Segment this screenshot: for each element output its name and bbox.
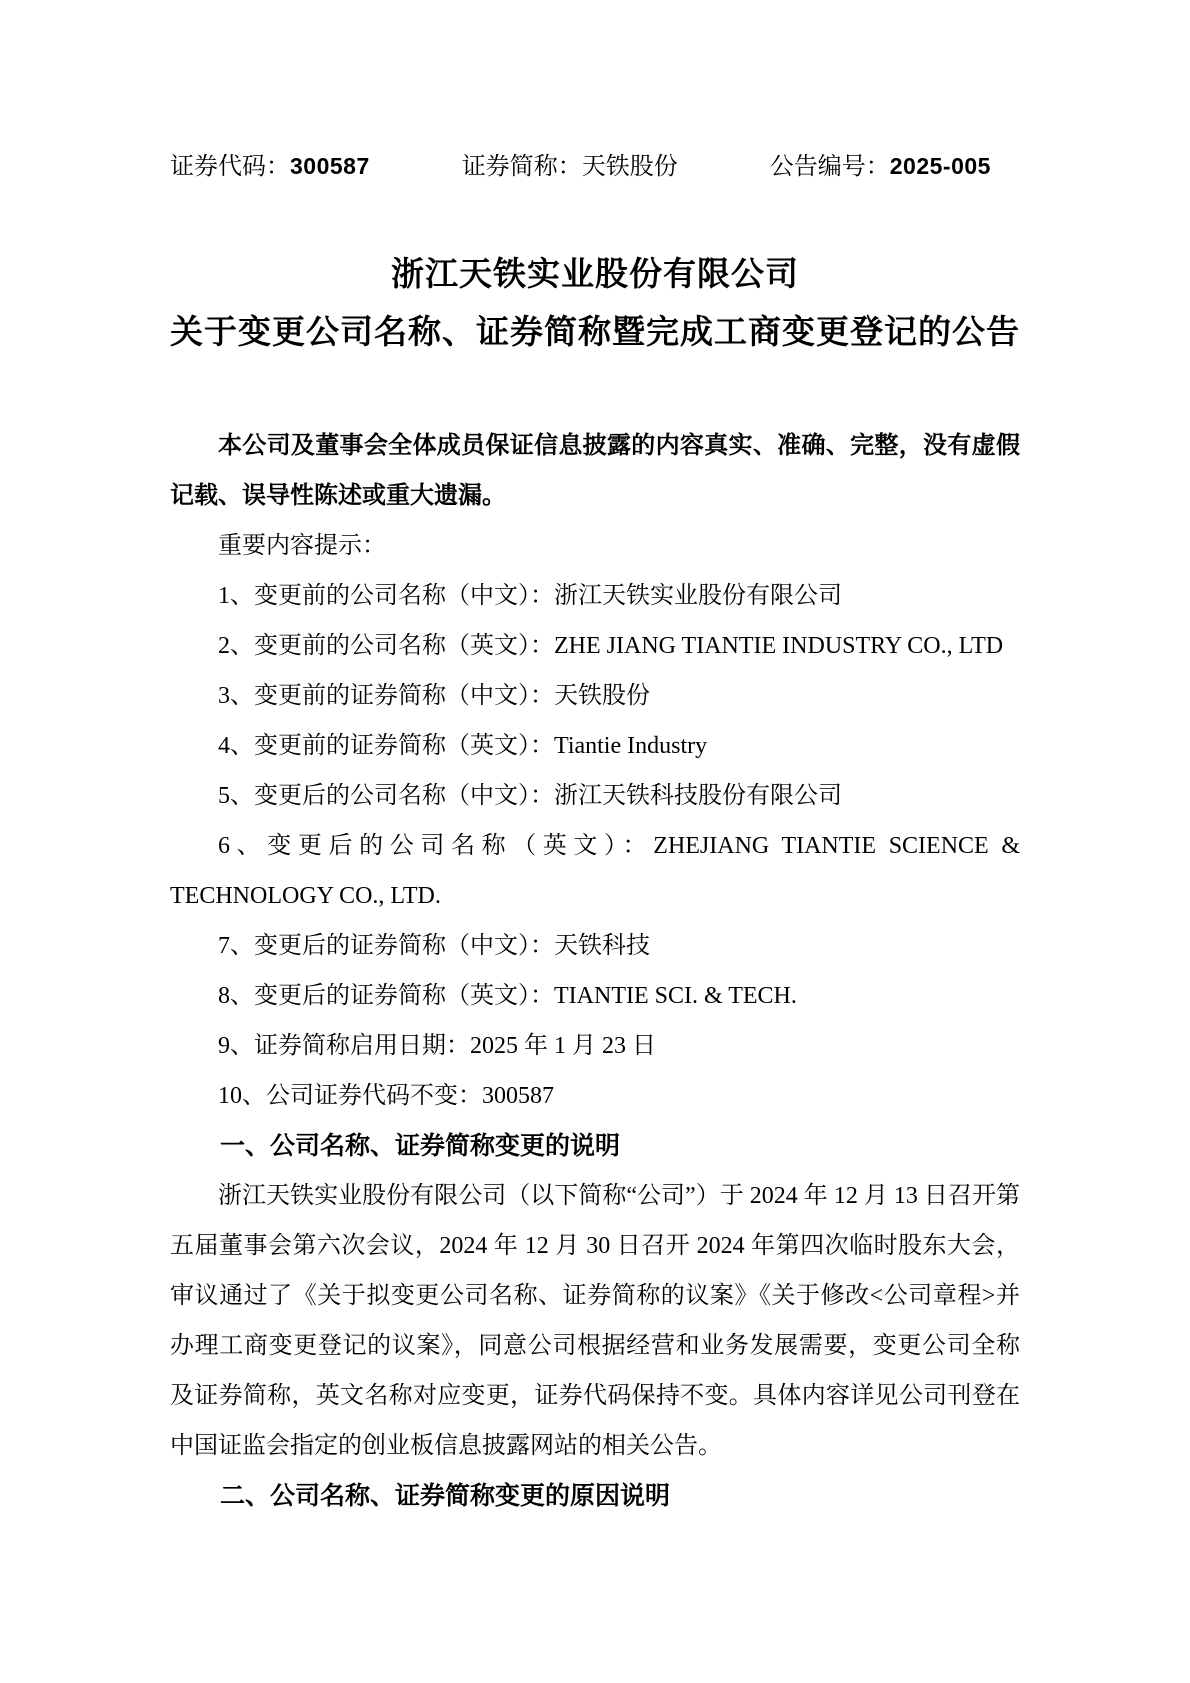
notice-number-label: 公告编号： bbox=[769, 154, 890, 180]
key-point-8: 8、变更后的证券简称（英文）：TIANTIE SCI. & TECH. bbox=[218, 983, 797, 1009]
stock-abbr-label: 证券简称： bbox=[461, 154, 582, 180]
stock-code bbox=[170, 150, 370, 183]
key-point-10: 10、公司证券代码不变：300587 bbox=[218, 1083, 554, 1109]
stock-abbr-value: 天铁股份 bbox=[581, 154, 678, 180]
section-1-heading: 一、公司名称、证券简称变更的说明 bbox=[220, 1132, 621, 1160]
notice-number-value: 2025-005 bbox=[889, 153, 991, 179]
key-point-4: 4、变更前的证券简称（英文）：Tiantie Industry bbox=[218, 733, 708, 759]
section-1-body: 浙江天铁实业股份有限公司（以下简称“公司”）于 2024 年 12 月 13 日召开第五届董事会第六次会议，2024 年 12 月 30 日召开 2024 年第四次临时股东大会，审议通过了《关于拟变更公司名称、证券简称的议案》《关于修改<公司章程>并办理工商变更登记的议案》，同意公司根据经营和业务发展需要，变更公司全称及证券简称，英文名称对应变更，证券代码保持不变。具体内容详见公司刊登在中国证监会指定的创业板信息披露网站的相关公告。 bbox=[170, 1183, 1020, 1459]
key-point-5: 5、变更后的公司名称（中文）：浙江天铁科技股份有限公司 bbox=[218, 783, 842, 809]
key-point-1: 1、变更前的公司名称（中文）：浙江天铁实业股份有限公司 bbox=[218, 583, 842, 609]
stock-code-label: 证券代码： bbox=[170, 154, 290, 180]
notice-number bbox=[770, 150, 991, 183]
key-point-9: 9、证券简称启用日期：2025 年 1 月 23 日 bbox=[218, 1033, 656, 1059]
key-points-label: 重要内容提示： bbox=[218, 533, 386, 559]
company-name-title: 浙江天铁实业股份有限公司 bbox=[391, 255, 799, 292]
key-point-6: 6、变更后的公司名称（英文）：ZHEJIANG TIANTIE SCIENCE & TECHNOLOGY CO., LTD. bbox=[170, 833, 1020, 909]
section-2-heading: 二、公司名称、证券简称变更的原因说明 bbox=[220, 1482, 671, 1510]
announcement-title: 关于变更公司名称、证券简称暨完成工商变更登记的公告 bbox=[170, 313, 1020, 350]
key-point-3: 3、变更前的证券简称（中文）：天铁股份 bbox=[218, 683, 650, 709]
key-point-2: 2、变更前的公司名称（英文）：ZHE JIANG TIANTIE INDUSTRY CO., LTD bbox=[218, 633, 1004, 659]
disclaimer-statement: 本公司及董事会全体成员保证信息披露的内容真实、准确、完整，没有虚假记载、误导性陈述或重大遗漏。 bbox=[170, 432, 1020, 509]
stock-abbr bbox=[462, 151, 678, 183]
document-header bbox=[170, 150, 1020, 183]
key-point-7: 7、变更后的证券简称（中文）：天铁科技 bbox=[218, 933, 650, 959]
stock-code-value: 300587 bbox=[290, 153, 370, 179]
